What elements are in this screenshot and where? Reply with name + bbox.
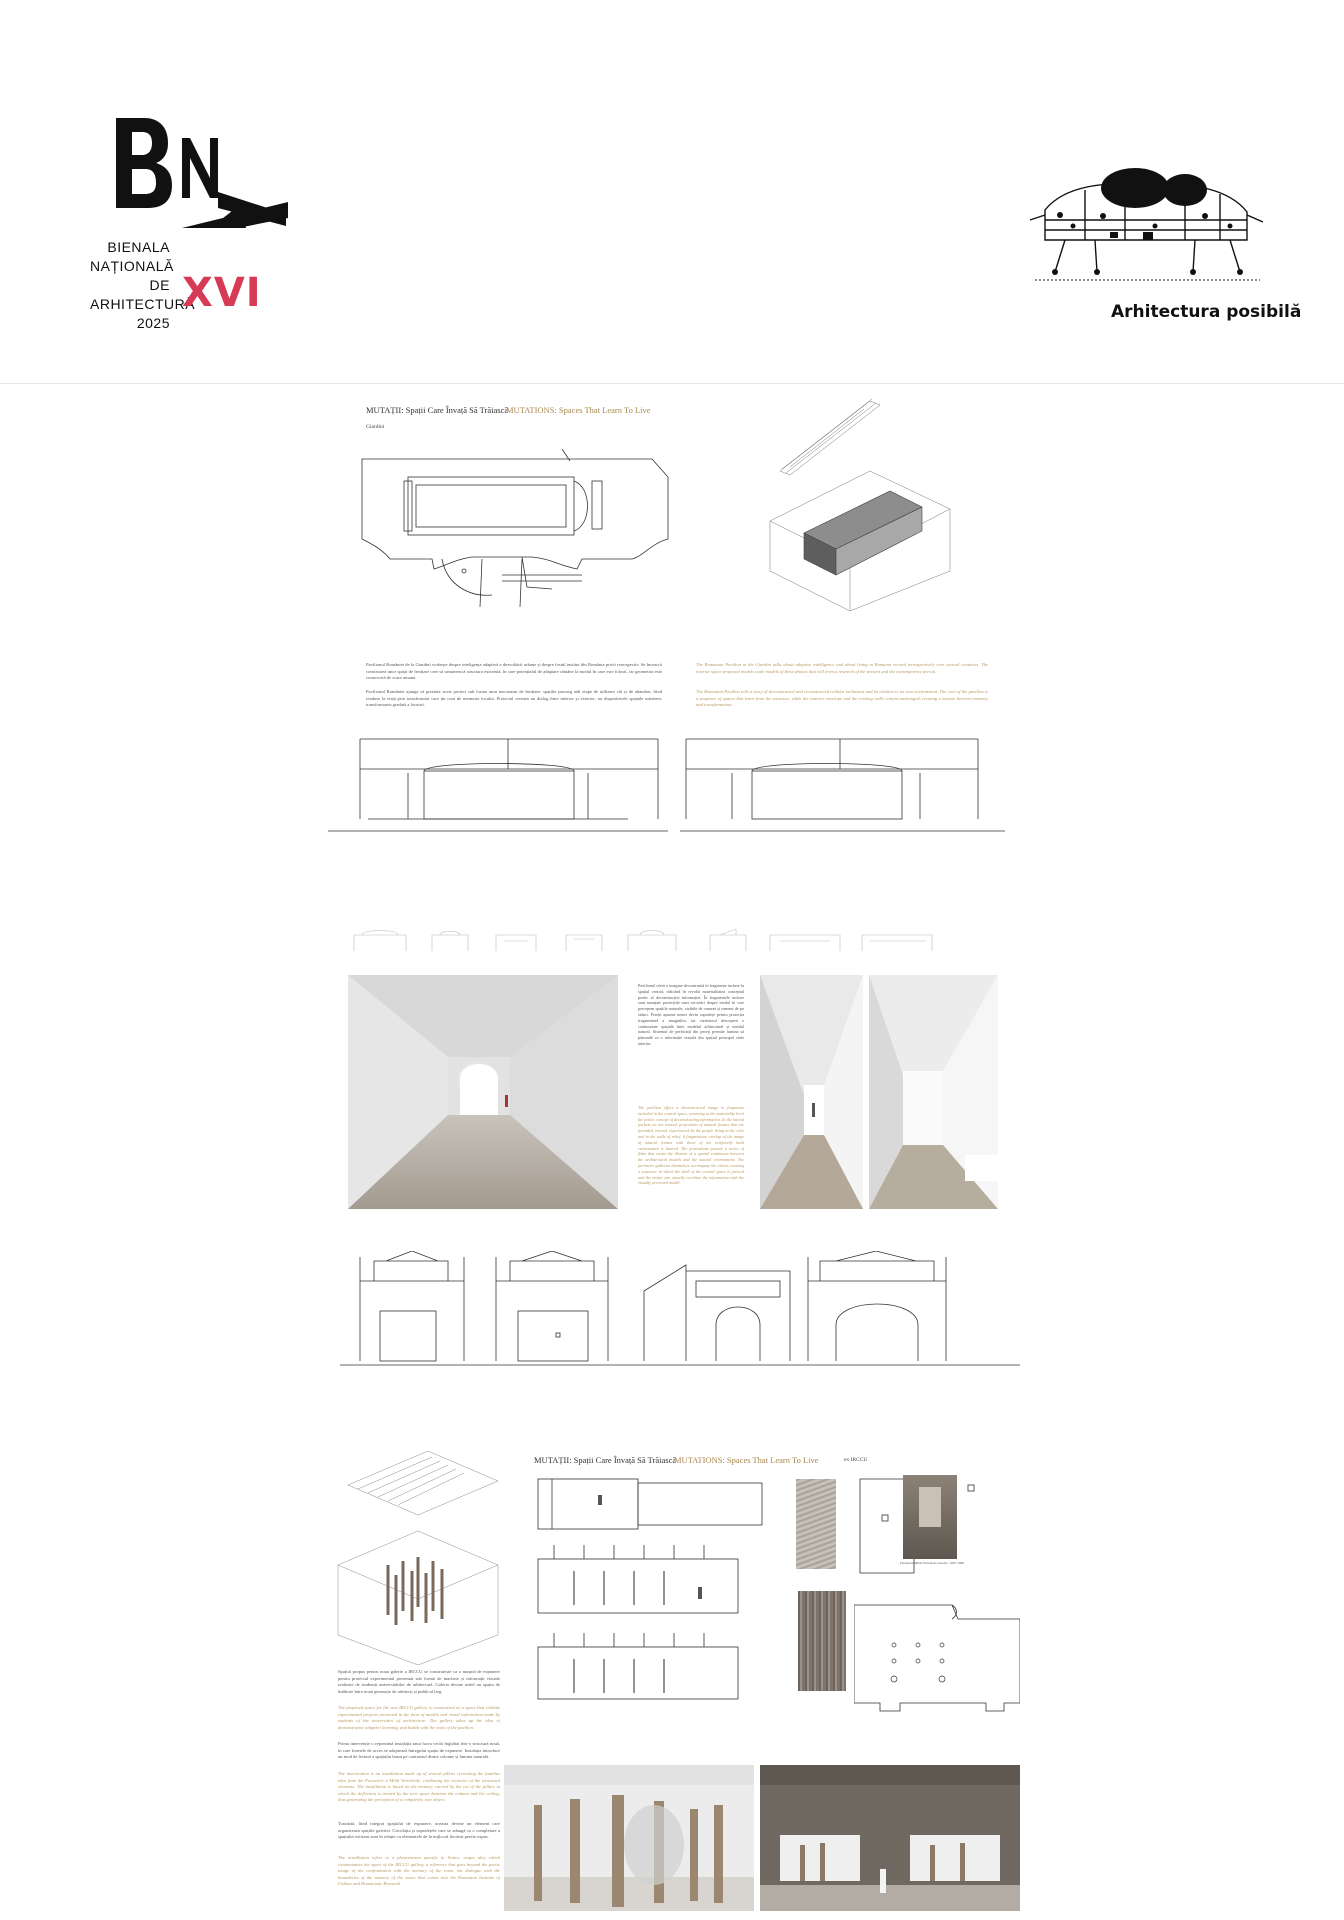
logo-line-5: 2025 <box>136 315 170 331</box>
panel1-text-ro-1: Pavilionul României de la Giardini vorbește despre inteligența adaptivă a dezvoltării urbane și despre fostul institut din România privit retrospectiv. Se încearcă construirea unor spații de învățare care să urmărească structura existentă, în care potențialul de adaptare rămâne la modul în care este folosit, iar geometria este conservată de scara umană. <box>366 662 662 681</box>
logo-line-3: DE <box>149 277 170 293</box>
panel1-text-en-1: The Romanian Pavilion in the Giardini talks about adaptive intelligence and about living in Romania viewed retrospectively over several centuries. The interior space proposed models scale models of these phases that will form a research of the present and the contemporary period. <box>696 662 988 674</box>
panel3-title-en: MUTATIONS: Spaces That Learn To Live <box>674 1455 819 1465</box>
render-column-installation <box>504 1765 754 1911</box>
header-divider <box>0 383 1344 384</box>
panel1-text-ro-2: Pavilionul României ajunge să prezinte acest proiect sub forma unui mecanism de învățare: spațiile parcurg atât etape de utilizare cât și de abandon, fiind readuse la viață prin transformări care țin cont de memoria locului. Proiectul creează un dialog între interior și exterior, iar dispozitivele spațiale urmăresc transformarea gradată a locuirii. <box>366 689 662 708</box>
section-drawing-left <box>328 731 668 843</box>
panel3-text-ro-3: Totodată, fiind integrat spațiului de expunere, aceasta devine un element care organizează spațiile galeriei. Circulația și suprafețele care se adaugă ca o completare a spațiului existent sunt în relație cu elementele de la mijlocul fiecărui perete expus. <box>338 1821 500 1840</box>
walking-machine-icon <box>1025 160 1265 290</box>
tagline: Arhitectura posibilă <box>1111 302 1302 322</box>
mechanical-creature-illustration <box>1025 160 1265 290</box>
edition-number: XVI <box>182 270 262 316</box>
logo-line-4: ARHITECTURĂ <box>90 296 196 312</box>
panel-irccu <box>328 1445 1020 1915</box>
floor-plan-drawing <box>352 447 674 617</box>
panel3-text-ro-2: Prima intervenție o reprezintă instalația unui lucru vechi înglobat într-o structură nouă, în care formele de acces se adaptează întregului spațiu de expunere. Instalația introduce un mod de lectură a spațiului bazat pe contrastul dintre coloane și lumina naturală. <box>338 1741 500 1760</box>
stone-texture-image <box>796 1479 836 1569</box>
panel3-text-en-2: The intervention is an installation made up of several pillars recreating the familiar idea from the Ferestrele a Mildi Vertebrale, combining the tectonics of the structural elements. The installation is based on the memory carried by the cut of the pillars in which the deflection is treated by the new space between the column and the ceiling, thus generating the perception of a completely new object. <box>338 1771 500 1803</box>
panel3-text-en-1: The proposed space for the new IRCCU gallery is constructed as a space that exhibits experimental projects presented in the form of models and visual information made by students of the universities of architecture. The gallery takes up the idea of demonstrative adaptive learning, and builds with the tools of the pavilion. <box>338 1705 500 1730</box>
panel3-subtitle: ex IRCCU <box>844 1457 868 1463</box>
logo-line-2: NAȚIONALĂ <box>90 258 174 274</box>
image-caption: Ferestrele Mildi Vertebrale Gauche, 1997-1996 <box>900 1561 965 1565</box>
panel2-text-en: The pavilion offers a deconstructed image in fragments included in the central space, returning at the materiality level the poetic concept of deconstructing information. In the lateral pockets we are treated, projections of natural frames that are provided, viewed, experienced by the people living in the cells and in the walls of relief. A fragmentary overlap of the image of natural frames with those of the artificially built environment is desired. The protrusions present a series of films that create the illusion of a spatial continuum between the architectural models and the natural environment. The perimeter galleries themselves accompany the visitor, creating a sequence in which the shell of the central space is pierced and the visitor can visually correlate the information with the visually perceived model. <box>638 1105 744 1186</box>
header <box>0 0 1344 383</box>
sections-bottom-row <box>340 1251 1020 1371</box>
sections-row <box>350 927 1000 955</box>
render-side-gallery <box>869 975 998 1209</box>
render-narrow-passage <box>760 975 863 1209</box>
panel1-text-en-2: The Romanian Pavilion tells a story of deconstructed and reconstructed cellular inclusions and its relation to its own environment. The core of the pavilion is a sequence of spaces that learn from the structure, while the exterior envelope and the existing walls remain unchanged, creating a tension between memory and transformation. <box>696 689 988 708</box>
logo-line-1: BIENALA <box>107 239 170 255</box>
panel3-text-ro-1: Spațiul propus pentru noua galerie a IRCCU se construiește ca o mașină de expunere pentru proiectul experimental prezentat sub formă de machete și informații vizuale realizate de studenții universităților de arhitectură. Galeria devine astfel un spațiu de întâlnire între nouă generație de arhitecți și publicul larg. <box>338 1669 500 1694</box>
panel-giardini <box>328 397 1018 847</box>
panel3-text-en-3: The installation refers to a phenomenon specific to Venice, acqua alta, which contaminates the space of the IRCCU gallery, a reference that goes beyond the poetic image of the confrontation with the memory of the room, the dialogue with the boundaries of the memory of the water that comes into the Romanian Institute of Culture and Humanistic Research. <box>338 1855 500 1887</box>
panel-renders <box>340 925 1020 1375</box>
panel1-title-ro: MUTAȚII: Spații Care Învață Să Trăiască <box>366 405 509 415</box>
render-facade-night <box>760 1765 1020 1911</box>
panel2-text-ro: Pavilionul oferă o imagine deconstruită în fragmente incluse în spațiul central, ridicând în revoltă materialitatea conceptul poetic al deconstrucției informației. În fragmentele incluse sunt nuanțate proiecțiile unei cercetări despre modul în care percepem spațiile naturale, vizibile de oameni și oameni de pe ziduri. Pereții aparent neutri devin suprafețe pentru proiecția fragmentară a imaginilor, iar vizitatorul descoperă o continuitate spațială între modelul arhitectural și mediul natural. Sistemul de perforații din pereți permite lumina să pătrundă ca o informație vizuală din spațiul principal către interior. <box>638 983 744 1046</box>
render-arched-corridor <box>348 975 618 1209</box>
bna-logo <box>90 110 290 340</box>
ruined-building-photo <box>903 1475 957 1559</box>
irccu-plans <box>534 1475 774 1705</box>
section-drawing-right <box>680 731 1020 843</box>
bark-texture-image <box>798 1591 846 1691</box>
panel1-subtitle: Giardini <box>366 424 385 430</box>
panel3-title-ro: MUTAȚII: Spații Care Învață Să Trăiască <box>534 1455 677 1465</box>
exploded-axonometric <box>328 1445 508 1665</box>
bna-monogram-icon <box>90 110 290 230</box>
axonometric-drawing <box>760 391 970 611</box>
panel1-title-en: MUTATIONS: Spaces That Learn To Live <box>506 405 651 415</box>
